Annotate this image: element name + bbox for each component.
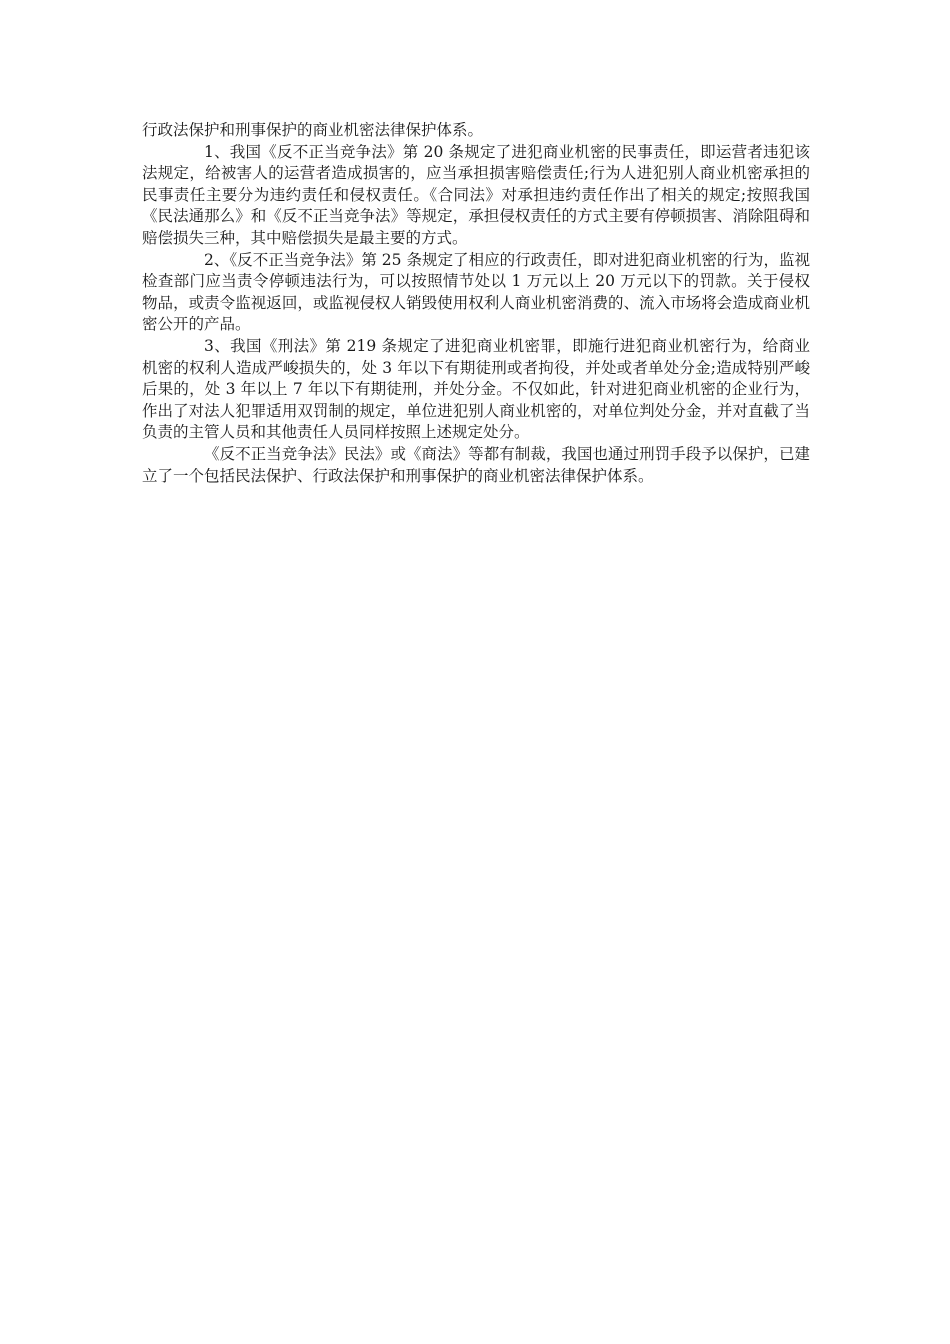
document-body <box>142 120 810 487</box>
paragraph-civil-liability: 1、我国《反不正当竞争法》第 20 条规定了进犯商业机密的民事责任，即运营者违犯该法规定，给被害人的运营者造成损害的，应当承担损害赔偿责任;行为人进犯别人商业机密承担的民事责任主要分为违约责任和侵权责任。《合同法》对承担违约责任作出了相关的规定;按照我国《民法通那么》和《反不正当竞争法》等规定，承担侵权责任的方式主要有停顿损害、消除阻碍和赔偿损失三种，其中赔偿损失是最主要的方式。 <box>142 142 810 247</box>
paragraph-continuation: 行政法保护和刑事保护的商业机密法律保护体系。 <box>142 121 484 139</box>
paragraph-conclusion: 《反不正当竞争法》民法》或《商法》等都有制裁，我国也通过刑罚手段予以保护，已建立了一个包括民法保护、行政法保护和刑事保护的商业机密法律保护体系。 <box>142 444 810 485</box>
paragraph-criminal-liability: 3、我国《刑法》第 219 条规定了进犯商业机密罪，即施行进犯商业机密行为，给商业机密的权利人造成严峻损失的，处 3 年以下有期徒刑或者拘役，并处或者单处分金;造成特别严峻后果的，处 3 年以上 7 年以下有期徒刑，并处分金。不仅如此，针对进犯商业机密的企业行为，作出了对法人犯罪适用双罚制的规定，单位进犯别人商业机密的，对单位判处分金，并对直截了当负责的主管人员和其他责任人员同样按照上述规定处分。 <box>142 336 810 442</box>
paragraph-administrative-liability: 2、《反不正当竞争法》第 25 条规定了相应的行政责任，即对进犯商业机密的行为，监视检查部门应当责令停顿违法行为，可以按照情节处以 1 万元以上 20 万元以下的罚款。关于侵权物品，或责令监视返回，或监视侵权人销毁使用权利人商业机密消费的、流入市场将会造成商业机密公开的产品。 <box>142 250 810 334</box>
